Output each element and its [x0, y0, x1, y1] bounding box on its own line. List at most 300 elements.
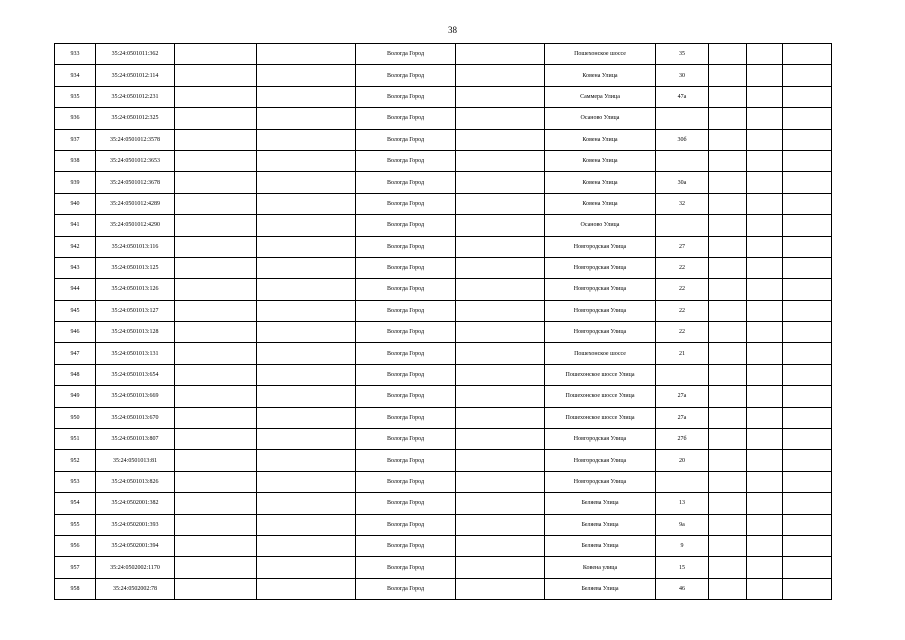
cell-cadastral-number: 35:24:0502002:78: [96, 578, 175, 599]
cell-empty: [783, 215, 832, 236]
cell-empty: [257, 386, 356, 407]
cell-empty: [456, 429, 545, 450]
cell-house-number: 22: [656, 279, 709, 300]
cell-empty: [747, 108, 783, 129]
cell-locality: Вологда Город: [356, 493, 456, 514]
cell-empty: [709, 86, 747, 107]
cell-house-number: 15: [656, 557, 709, 578]
cell-empty: [783, 65, 832, 86]
cell-empty: [175, 257, 257, 278]
cell-house-number: 30: [656, 65, 709, 86]
cell-house-number: [656, 364, 709, 385]
cell-row-number: 938: [55, 150, 96, 171]
table-row: [55, 364, 832, 385]
cell-empty: [783, 514, 832, 535]
cell-cadastral-number: 35:24:0501012:4290: [96, 215, 175, 236]
cell-empty: [175, 279, 257, 300]
cell-row-number: 954: [55, 493, 96, 514]
cell-cadastral-number: 35:24:0501012:4289: [96, 193, 175, 214]
cell-empty: [747, 450, 783, 471]
cell-house-number: 20: [656, 450, 709, 471]
cell-empty: [456, 450, 545, 471]
cell-locality: Вологда Город: [356, 514, 456, 535]
cell-empty: [783, 86, 832, 107]
cell-empty: [709, 493, 747, 514]
cell-empty: [175, 322, 257, 343]
cell-cadastral-number: 35:24:0501013:125: [96, 257, 175, 278]
cell-cadastral-number: 35:24:0501013:127: [96, 300, 175, 321]
table-row: [55, 108, 832, 129]
cell-street: Саммера Улица: [545, 86, 656, 107]
cell-row-number: 935: [55, 86, 96, 107]
table-row: [55, 493, 832, 514]
cell-empty: [747, 364, 783, 385]
cell-empty: [709, 364, 747, 385]
cell-locality: Вологда Город: [356, 364, 456, 385]
cell-empty: [747, 343, 783, 364]
cell-empty: [456, 279, 545, 300]
cell-empty: [257, 471, 356, 492]
cell-locality: Вологда Город: [356, 172, 456, 193]
cell-cadastral-number: 35:24:0501012:231: [96, 86, 175, 107]
cell-empty: [257, 257, 356, 278]
cell-empty: [456, 172, 545, 193]
cell-empty: [257, 279, 356, 300]
cell-empty: [257, 215, 356, 236]
cell-empty: [709, 172, 747, 193]
cell-empty: [456, 236, 545, 257]
cell-street: Ковена Улица: [545, 193, 656, 214]
cell-empty: [747, 429, 783, 450]
cell-house-number: 27а: [656, 407, 709, 428]
cell-row-number: 945: [55, 300, 96, 321]
cell-empty: [783, 322, 832, 343]
cell-row-number: 944: [55, 279, 96, 300]
table-row: [55, 172, 832, 193]
cell-empty: [747, 172, 783, 193]
cell-empty: [709, 407, 747, 428]
cell-cadastral-number: 35:24:0501013:654: [96, 364, 175, 385]
cell-row-number: 950: [55, 407, 96, 428]
cell-empty: [175, 129, 257, 150]
table-row: [55, 65, 832, 86]
cell-empty: [456, 150, 545, 171]
cell-cadastral-number: 35:24:0501013:126: [96, 279, 175, 300]
cell-locality: Вологда Город: [356, 65, 456, 86]
table-row: [55, 150, 832, 171]
table-row: [55, 471, 832, 492]
cell-empty: [709, 450, 747, 471]
registry-table-body: [55, 44, 832, 600]
cell-row-number: 957: [55, 557, 96, 578]
cell-house-number: 9а: [656, 514, 709, 535]
cell-empty: [709, 322, 747, 343]
cell-empty: [257, 364, 356, 385]
cell-locality: Вологда Город: [356, 300, 456, 321]
cell-house-number: 30б: [656, 129, 709, 150]
cell-empty: [257, 407, 356, 428]
cell-empty: [783, 108, 832, 129]
cell-empty: [783, 407, 832, 428]
cell-street: Пошехонское шоссе: [545, 343, 656, 364]
cell-row-number: 948: [55, 364, 96, 385]
cell-empty: [257, 108, 356, 129]
cell-house-number: 22: [656, 322, 709, 343]
cell-empty: [456, 364, 545, 385]
cell-house-number: 46: [656, 578, 709, 599]
cell-empty: [175, 86, 257, 107]
cell-house-number: 30а: [656, 172, 709, 193]
cell-cadastral-number: 35:24:0501012:3678: [96, 172, 175, 193]
cell-street: Ковена Улица: [545, 129, 656, 150]
cell-row-number: 943: [55, 257, 96, 278]
cell-locality: Вологда Город: [356, 44, 456, 65]
cell-empty: [783, 150, 832, 171]
cell-locality: Вологда Город: [356, 279, 456, 300]
cell-empty: [456, 108, 545, 129]
cell-street: Ковена улица: [545, 557, 656, 578]
table-row: [55, 578, 832, 599]
cell-empty: [709, 150, 747, 171]
cell-street: Пошехонское шоссе: [545, 44, 656, 65]
cell-street: Новгородская Улица: [545, 300, 656, 321]
cell-row-number: 949: [55, 386, 96, 407]
cell-street: Беляева Улица: [545, 493, 656, 514]
cell-empty: [456, 407, 545, 428]
cell-empty: [747, 493, 783, 514]
table-row: [55, 557, 832, 578]
cell-cadastral-number: 35:24:0502001:394: [96, 535, 175, 556]
cell-row-number: 947: [55, 343, 96, 364]
cell-empty: [456, 257, 545, 278]
cell-empty: [783, 535, 832, 556]
cell-locality: Вологда Город: [356, 108, 456, 129]
cell-cadastral-number: 35:24:0502002:1170: [96, 557, 175, 578]
cell-locality: Вологда Город: [356, 471, 456, 492]
cell-empty: [456, 65, 545, 86]
cell-street: Беляева Улица: [545, 514, 656, 535]
cell-locality: Вологда Город: [356, 193, 456, 214]
cell-cadastral-number: 35:24:0501013:128: [96, 322, 175, 343]
cell-empty: [783, 236, 832, 257]
cell-empty: [257, 322, 356, 343]
cell-empty: [257, 535, 356, 556]
cell-empty: [456, 86, 545, 107]
table-row: [55, 429, 832, 450]
cell-locality: Вологда Город: [356, 150, 456, 171]
cell-empty: [175, 450, 257, 471]
cell-street: Новгородская Улица: [545, 257, 656, 278]
cell-empty: [709, 429, 747, 450]
table-row: [55, 193, 832, 214]
cell-empty: [747, 557, 783, 578]
cell-empty: [747, 44, 783, 65]
cell-locality: Вологда Город: [356, 429, 456, 450]
cell-empty: [175, 493, 257, 514]
cell-empty: [257, 129, 356, 150]
cell-street: Беляева Улица: [545, 578, 656, 599]
cell-empty: [257, 514, 356, 535]
cell-cadastral-number: 35:24:0501012:325: [96, 108, 175, 129]
table-row: [55, 257, 832, 278]
cell-empty: [175, 44, 257, 65]
cell-locality: Вологда Город: [356, 407, 456, 428]
cell-empty: [747, 386, 783, 407]
cell-cadastral-number: 35:24:0501012:3653: [96, 150, 175, 171]
cell-locality: Вологда Город: [356, 450, 456, 471]
cell-street: Осаново Улица: [545, 215, 656, 236]
cell-empty: [783, 471, 832, 492]
cell-empty: [709, 193, 747, 214]
cell-empty: [783, 364, 832, 385]
cell-empty: [709, 557, 747, 578]
cell-row-number: 941: [55, 215, 96, 236]
cell-street: Беляева Улица: [545, 535, 656, 556]
table-row: [55, 514, 832, 535]
cell-empty: [456, 300, 545, 321]
cell-empty: [747, 535, 783, 556]
cell-empty: [783, 129, 832, 150]
cell-empty: [783, 578, 832, 599]
cell-empty: [257, 450, 356, 471]
cell-empty: [456, 129, 545, 150]
cell-empty: [709, 279, 747, 300]
cell-empty: [747, 65, 783, 86]
cell-empty: [783, 172, 832, 193]
cell-empty: [456, 386, 545, 407]
cell-empty: [747, 86, 783, 107]
cell-house-number: 27а: [656, 386, 709, 407]
cell-empty: [709, 129, 747, 150]
cell-empty: [456, 343, 545, 364]
cell-empty: [456, 578, 545, 599]
cell-empty: [257, 557, 356, 578]
cell-street: Новгородская Улица: [545, 236, 656, 257]
cell-house-number: 21: [656, 343, 709, 364]
cell-street: Пошехонское шоссе Улица: [545, 386, 656, 407]
cell-empty: [175, 108, 257, 129]
cell-empty: [175, 557, 257, 578]
cell-empty: [709, 215, 747, 236]
cell-house-number: 13: [656, 493, 709, 514]
cell-empty: [257, 44, 356, 65]
cell-empty: [709, 343, 747, 364]
cell-empty: [709, 471, 747, 492]
cell-empty: [709, 300, 747, 321]
cell-locality: Вологда Город: [356, 322, 456, 343]
cell-street: Пошехонское шоссе Улица: [545, 364, 656, 385]
cell-empty: [783, 343, 832, 364]
cell-empty: [175, 193, 257, 214]
cell-empty: [175, 578, 257, 599]
cell-cadastral-number: 35:24:0502001:382: [96, 493, 175, 514]
cell-empty: [747, 300, 783, 321]
table-row: [55, 129, 832, 150]
cell-empty: [709, 535, 747, 556]
cell-street: Пошехонское шоссе Улица: [545, 407, 656, 428]
cell-row-number: 956: [55, 535, 96, 556]
cell-empty: [783, 193, 832, 214]
cell-empty: [709, 44, 747, 65]
cell-house-number: 32: [656, 193, 709, 214]
cell-empty: [257, 193, 356, 214]
cell-empty: [747, 193, 783, 214]
cell-empty: [175, 429, 257, 450]
cell-empty: [747, 322, 783, 343]
cell-empty: [747, 471, 783, 492]
cell-cadastral-number: 35:24:0501013:807: [96, 429, 175, 450]
cell-locality: Вологда Город: [356, 86, 456, 107]
cell-empty: [709, 578, 747, 599]
cell-empty: [456, 514, 545, 535]
cell-empty: [175, 65, 257, 86]
cell-street: Ковена Улица: [545, 65, 656, 86]
cell-house-number: 22: [656, 300, 709, 321]
cell-empty: [709, 65, 747, 86]
cell-empty: [783, 279, 832, 300]
cell-empty: [747, 514, 783, 535]
cell-row-number: 955: [55, 514, 96, 535]
cell-empty: [175, 343, 257, 364]
cell-empty: [257, 429, 356, 450]
cell-house-number: 22: [656, 257, 709, 278]
cell-empty: [175, 407, 257, 428]
cell-row-number: 934: [55, 65, 96, 86]
cell-cadastral-number: 35:24:0501013:131: [96, 343, 175, 364]
cell-empty: [456, 322, 545, 343]
cell-empty: [257, 236, 356, 257]
table-row: [55, 322, 832, 343]
table-row: [55, 215, 832, 236]
cell-row-number: 942: [55, 236, 96, 257]
cell-empty: [747, 150, 783, 171]
cell-empty: [709, 236, 747, 257]
cell-empty: [783, 429, 832, 450]
cell-empty: [175, 364, 257, 385]
cell-empty: [456, 215, 545, 236]
cell-empty: [257, 578, 356, 599]
cell-empty: [175, 471, 257, 492]
cell-empty: [747, 236, 783, 257]
cell-cadastral-number: 35:24:0501013:116: [96, 236, 175, 257]
cell-empty: [175, 535, 257, 556]
cell-empty: [257, 150, 356, 171]
cell-cadastral-number: 35:24:0502001:393: [96, 514, 175, 535]
cell-house-number: [656, 471, 709, 492]
cell-empty: [709, 257, 747, 278]
cell-empty: [747, 279, 783, 300]
cell-empty: [456, 535, 545, 556]
cell-street: Новгородская Улица: [545, 322, 656, 343]
cell-empty: [257, 493, 356, 514]
cell-row-number: 940: [55, 193, 96, 214]
cell-house-number: [656, 108, 709, 129]
cell-empty: [456, 557, 545, 578]
cell-locality: Вологда Город: [356, 236, 456, 257]
page-number: 38: [448, 25, 457, 35]
cell-empty: [747, 578, 783, 599]
cell-cadastral-number: 35:24:0501013:826: [96, 471, 175, 492]
table-row: [55, 300, 832, 321]
cell-empty: [709, 108, 747, 129]
cell-empty: [257, 300, 356, 321]
cell-empty: [456, 471, 545, 492]
registry-table: [54, 43, 832, 600]
cell-row-number: 936: [55, 108, 96, 129]
cell-empty: [257, 86, 356, 107]
cell-empty: [747, 129, 783, 150]
table-row: [55, 386, 832, 407]
cell-empty: [175, 300, 257, 321]
cell-cadastral-number: 35:24:0501013:81: [96, 450, 175, 471]
table-row: [55, 279, 832, 300]
cell-empty: [257, 343, 356, 364]
cell-house-number: 9: [656, 535, 709, 556]
cell-house-number: [656, 150, 709, 171]
cell-empty: [747, 407, 783, 428]
cell-house-number: 35: [656, 44, 709, 65]
cell-street: Ковена Улица: [545, 150, 656, 171]
cell-empty: [456, 493, 545, 514]
table-row: [55, 236, 832, 257]
cell-locality: Вологда Город: [356, 257, 456, 278]
cell-street: Ковена Улица: [545, 172, 656, 193]
cell-empty: [783, 493, 832, 514]
cell-locality: Вологда Город: [356, 343, 456, 364]
cell-locality: Вологда Город: [356, 557, 456, 578]
cell-empty: [709, 514, 747, 535]
table-row: [55, 86, 832, 107]
cell-row-number: 933: [55, 44, 96, 65]
cell-empty: [747, 257, 783, 278]
cell-cadastral-number: 35:24:0501013:670: [96, 407, 175, 428]
cell-house-number: 47а: [656, 86, 709, 107]
cell-house-number: [656, 215, 709, 236]
cell-row-number: 939: [55, 172, 96, 193]
cell-street: Осаново Улица: [545, 108, 656, 129]
cell-street: Новгородская Улица: [545, 450, 656, 471]
cell-street: Новгородская Улица: [545, 471, 656, 492]
cell-empty: [783, 557, 832, 578]
cell-row-number: 937: [55, 129, 96, 150]
cell-empty: [709, 386, 747, 407]
table-row: [55, 535, 832, 556]
cell-empty: [175, 514, 257, 535]
table-row: [55, 407, 832, 428]
cell-row-number: 958: [55, 578, 96, 599]
cell-row-number: 951: [55, 429, 96, 450]
cell-cadastral-number: 35:24:0501012:114: [96, 65, 175, 86]
cell-empty: [257, 172, 356, 193]
cell-locality: Вологда Город: [356, 386, 456, 407]
cell-empty: [175, 172, 257, 193]
table-row: [55, 44, 832, 65]
cell-cadastral-number: 35:24:0501012:3578: [96, 129, 175, 150]
cell-locality: Вологда Город: [356, 578, 456, 599]
cell-row-number: 946: [55, 322, 96, 343]
cell-cadastral-number: 35:24:0501011:362: [96, 44, 175, 65]
cell-empty: [456, 193, 545, 214]
table-row: [55, 450, 832, 471]
cell-locality: Вологда Город: [356, 215, 456, 236]
cell-empty: [175, 386, 257, 407]
cell-row-number: 952: [55, 450, 96, 471]
table-row: [55, 343, 832, 364]
cell-house-number: 27: [656, 236, 709, 257]
cell-empty: [783, 450, 832, 471]
cell-locality: Вологда Город: [356, 535, 456, 556]
cell-locality: Вологда Город: [356, 129, 456, 150]
